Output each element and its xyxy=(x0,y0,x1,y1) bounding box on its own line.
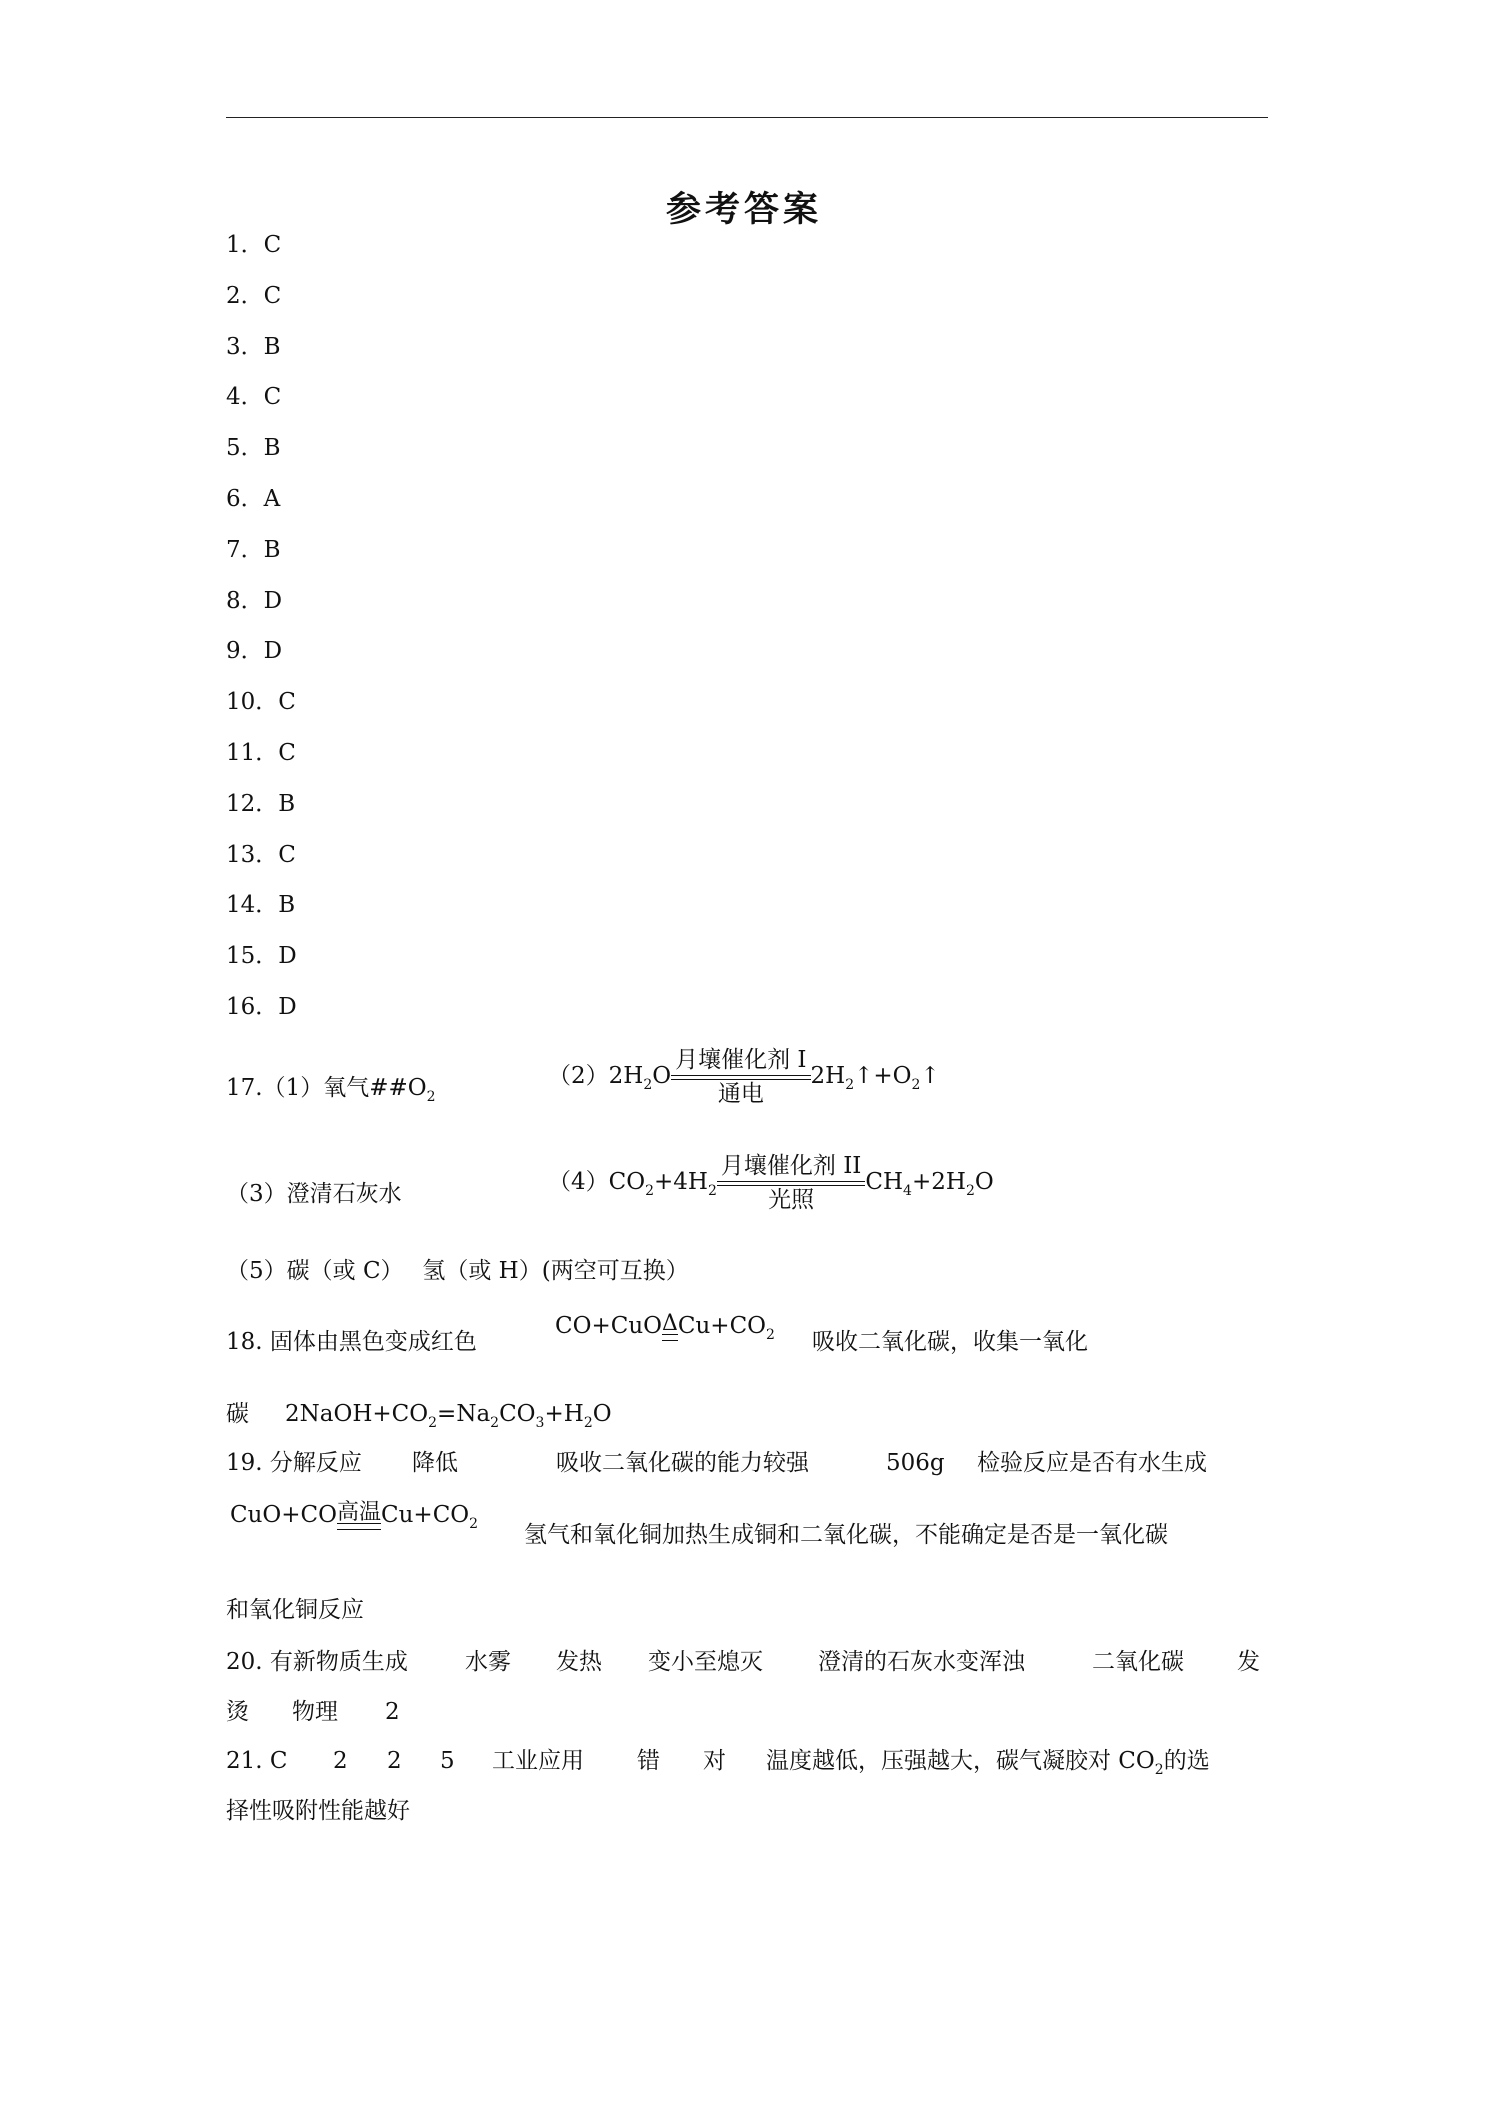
answer-choice: B xyxy=(263,435,281,462)
answer-row xyxy=(226,382,281,412)
answer-choice: D xyxy=(278,943,297,970)
q20-answer-5: 澄清的石灰水变浑浊 xyxy=(818,1649,1025,1675)
answer-number: 6． xyxy=(226,486,264,512)
answer-number: 12． xyxy=(226,790,279,817)
answer-number: 5． xyxy=(226,435,264,462)
q18-equation: CO+CuO Δ $Cu+CO_2$ xyxy=(555,1310,775,1343)
q19-answer-2: 降低 xyxy=(412,1450,458,1476)
q17-part2-condition: $\frac{\text{月壤催化剂 I}}{\text{通电}}$ xyxy=(671,1046,810,1108)
q21-answer-4: 5 xyxy=(440,1748,455,1774)
answer-row xyxy=(226,484,280,514)
q17-part4-condition: $\frac{\text{月壤催化剂 II}}{\text{光照}}$ xyxy=(717,1152,865,1214)
answer-number: 2． xyxy=(226,282,264,309)
q17-part1: 17.（1）氧气$\#\#O_2$ xyxy=(226,1075,436,1105)
q19-explanation: 氢气和氧化铜加热生成铜和二氧化碳，不能确定是否是一氧化碳 xyxy=(524,1522,1168,1548)
q19-answer-1: 19. 分解反应 xyxy=(226,1450,362,1476)
q19-explanation-cont: 和氧化铜反应 xyxy=(226,1597,364,1623)
answer-choice: C xyxy=(278,689,296,716)
answer-row xyxy=(226,738,296,768)
answer-choice: D xyxy=(278,994,297,1020)
answer-number: 16． xyxy=(226,994,279,1020)
q18-purpose: 吸收二氧化碳，收集一氧化 xyxy=(812,1329,1088,1355)
answer-number: 7． xyxy=(226,536,264,563)
answer-choice: B xyxy=(263,333,281,360)
q19-answer-4: 506g xyxy=(886,1450,945,1476)
header-rule xyxy=(226,117,1268,118)
q21-answer-7: 对 xyxy=(703,1748,726,1774)
answer-choice: C xyxy=(263,384,282,411)
q21-answer-8-cont: 择性吸附性能越好 xyxy=(226,1798,410,1824)
answer-choice: B xyxy=(278,892,296,919)
q18-heat-condition: Δ xyxy=(662,1314,678,1341)
q17-part3: （3）澄清石灰水 xyxy=(226,1181,402,1207)
answer-row xyxy=(226,535,281,565)
answer-row xyxy=(226,992,297,1022)
answer-row xyxy=(226,687,296,717)
answer-row xyxy=(226,586,282,616)
q20-answer-3: 发热 xyxy=(556,1649,602,1675)
q21-answer-1: 21. C xyxy=(226,1748,288,1774)
answer-number: 4． xyxy=(226,384,264,411)
answer-number: 8． xyxy=(226,587,264,614)
answer-choice: B xyxy=(278,790,296,817)
q20-answer-1: 20. 有新物质生成 xyxy=(226,1649,408,1675)
answer-row xyxy=(226,332,281,362)
answer-row xyxy=(226,281,281,311)
answer-choice: D xyxy=(263,638,283,665)
q19-high-temp-condition: 高温 xyxy=(337,1503,381,1530)
answer-row xyxy=(226,941,297,971)
q18-observation: 18. 固体由黑色变成红色 xyxy=(226,1329,477,1355)
q17-part5: （5）碳（或 C） 氢（或 H）(两空可互换） xyxy=(226,1258,689,1284)
q20-answer-6: 二氧化碳 xyxy=(1092,1649,1184,1675)
q21-answer-8: 温度越低，压强越大，碳气凝胶对 $CO_2$的选 xyxy=(766,1748,1210,1778)
answer-choice: A xyxy=(263,486,281,512)
answer-number: 11． xyxy=(226,740,279,766)
answer-number: 13． xyxy=(226,841,279,868)
answer-choice: C xyxy=(278,740,296,766)
answer-row xyxy=(226,230,281,260)
q17-part4-equation: $(4)CO_2+4H_2$ $\frac{\text{月壤催化剂 II}}{\text{光照}}$ $CH_4+2H_2O$ xyxy=(548,1153,994,1213)
q20-answer-2: 水雾 xyxy=(465,1649,511,1675)
q20-answer-9: 2 xyxy=(385,1699,400,1725)
answer-choice: C xyxy=(263,282,282,309)
answer-number: 9． xyxy=(226,638,264,665)
answer-number: 1． xyxy=(226,232,264,258)
answer-number: 15． xyxy=(226,943,279,970)
q20-answer-7a: 发 xyxy=(1237,1649,1260,1675)
q20-answer-7b: 烫 xyxy=(226,1699,249,1725)
q21-answer-6: 错 xyxy=(637,1748,660,1774)
answer-row xyxy=(226,789,295,819)
q21-answer-2: 2 xyxy=(333,1748,348,1774)
answer-row xyxy=(226,890,295,920)
q20-answer-8: 物理 xyxy=(292,1699,338,1725)
answer-number: 10． xyxy=(226,689,279,716)
answer-row xyxy=(226,433,281,463)
page-title: 参考答案 xyxy=(665,190,822,230)
answer-choice: C xyxy=(278,841,296,868)
answer-choice: D xyxy=(263,587,283,614)
q21-answer-3: 2 xyxy=(387,1748,402,1774)
q17-part2-equation: $(2)2H_2O$ $\frac{\text{月壤催化剂 I}}{\text{通电}}$ $2H_2↑+O_2↑$ xyxy=(548,1047,940,1107)
q19-equation: CuO+CO 高温 $Cu+CO_2$ xyxy=(230,1499,479,1532)
q20-answer-4: 变小至熄灭 xyxy=(648,1649,763,1675)
q19-answer-5: 检验反应是否有水生成 xyxy=(977,1450,1207,1476)
answer-choice: B xyxy=(263,536,281,563)
answer-row xyxy=(226,840,296,870)
answer-choice: C xyxy=(263,232,282,258)
answer-row xyxy=(226,636,282,666)
q21-answer-5: 工业应用 xyxy=(492,1748,584,1774)
q19-answer-3: 吸收二氧化碳的能力较强 xyxy=(556,1450,809,1476)
q18-line2: 碳 $2NaOH+CO_2=Na_2CO_3+H_2O$ xyxy=(226,1401,612,1431)
answer-number: 3． xyxy=(226,333,264,360)
answer-number: 14． xyxy=(226,892,279,919)
